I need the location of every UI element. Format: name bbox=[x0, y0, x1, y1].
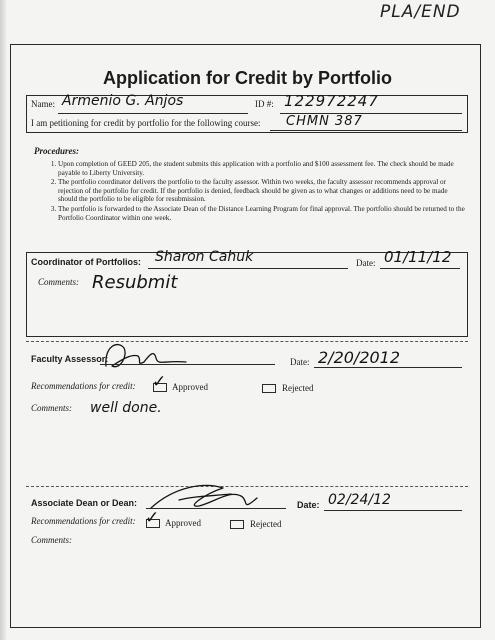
dean-date-value[interactable]: 02/24/12 bbox=[328, 492, 391, 508]
course-line bbox=[270, 130, 462, 131]
dean-rejected-label: Rejected bbox=[250, 519, 282, 529]
dean-approved-check-icon: ✓ bbox=[145, 508, 160, 528]
coordinator-date-label: Date: bbox=[356, 258, 376, 268]
coordinator-comments-value[interactable]: Resubmit bbox=[92, 272, 178, 293]
faculty-comments-label: Comments: bbox=[31, 403, 72, 413]
faculty-date-line bbox=[314, 367, 462, 368]
coordinator-label: Coordinator of Portfolios: bbox=[31, 257, 141, 267]
corner-note: PLA/END bbox=[380, 2, 461, 22]
coordinator-date-value[interactable]: 01/11/12 bbox=[384, 248, 452, 266]
name-line bbox=[58, 113, 248, 114]
coordinator-signature[interactable]: Sharon Cahuk bbox=[155, 249, 254, 265]
faculty-approved-label: Approved bbox=[172, 382, 208, 392]
dean-date-label: Date: bbox=[297, 500, 320, 510]
procedure-item: 3. The portfolio is forwarded to the Associate Dean of the Distance Learning Program for final approval. The portfolio should be returned to the Portfolio Coordinator within one week. bbox=[58, 205, 466, 222]
name-value[interactable]: Armenio G. Anjos bbox=[62, 93, 184, 109]
id-label: ID #: bbox=[255, 99, 274, 109]
faculty-signature-line bbox=[100, 364, 275, 365]
dean-rejected-checkbox[interactable] bbox=[230, 520, 244, 529]
coordinator-signature-line bbox=[148, 268, 348, 269]
procedure-item: 1. Upon completion of GEED 205, the student submits this application with a portfolio and $100 assessment fee. The check should be made payable to Liberty University. bbox=[58, 160, 466, 177]
procedure-item: 2. The portfolio coordinator delivers the portfolio to the faculty assessor. Within two weeks, the faculty assessor recommends approval or rejection of the portfolio for credit. If the portfolio is denied, feedback should be given as to what changes or additions need to be made should the portfolio to be eligible for resubmission. bbox=[58, 178, 466, 204]
faculty-recommendation-label: Recommendations for credit: bbox=[31, 381, 136, 391]
dean-signature-line bbox=[146, 508, 286, 509]
form-title: Application for Credit by Portfolio bbox=[103, 68, 392, 88]
scan-edge bbox=[0, 0, 6, 640]
faculty-approved-check-icon: ✓ bbox=[152, 372, 167, 392]
dean-recommendation-label: Recommendations for credit: bbox=[31, 516, 136, 526]
faculty-comments-value[interactable]: well done. bbox=[90, 400, 162, 416]
coordinator-date-line bbox=[380, 268, 460, 269]
section-divider bbox=[26, 341, 468, 342]
dean-approved-label: Approved bbox=[165, 518, 201, 528]
id-value[interactable]: 122972247 bbox=[284, 92, 379, 110]
dean-signature[interactable] bbox=[145, 478, 265, 518]
dean-comments-label: Comments: bbox=[31, 535, 72, 545]
dean-label: Associate Dean or Dean: bbox=[31, 498, 138, 508]
faculty-signature[interactable] bbox=[98, 336, 188, 376]
name-label: Name: bbox=[31, 99, 55, 109]
faculty-date-label: Date: bbox=[290, 357, 310, 367]
faculty-date-value[interactable]: 2/20/2012 bbox=[318, 348, 401, 367]
faculty-rejected-label: Rejected bbox=[282, 383, 314, 393]
faculty-assessor-label: Faculty Assessor: bbox=[31, 354, 109, 364]
course-label: I am petitioning for credit by portfolio for the following course: bbox=[31, 118, 261, 128]
faculty-rejected-checkbox[interactable] bbox=[262, 384, 276, 393]
procedures-heading: Procedures: bbox=[34, 146, 79, 156]
coordinator-comments-label: Comments: bbox=[38, 277, 79, 287]
dean-date-line bbox=[324, 510, 462, 511]
procedures-list bbox=[36, 160, 466, 223]
course-value[interactable]: CHMN 387 bbox=[286, 114, 363, 129]
